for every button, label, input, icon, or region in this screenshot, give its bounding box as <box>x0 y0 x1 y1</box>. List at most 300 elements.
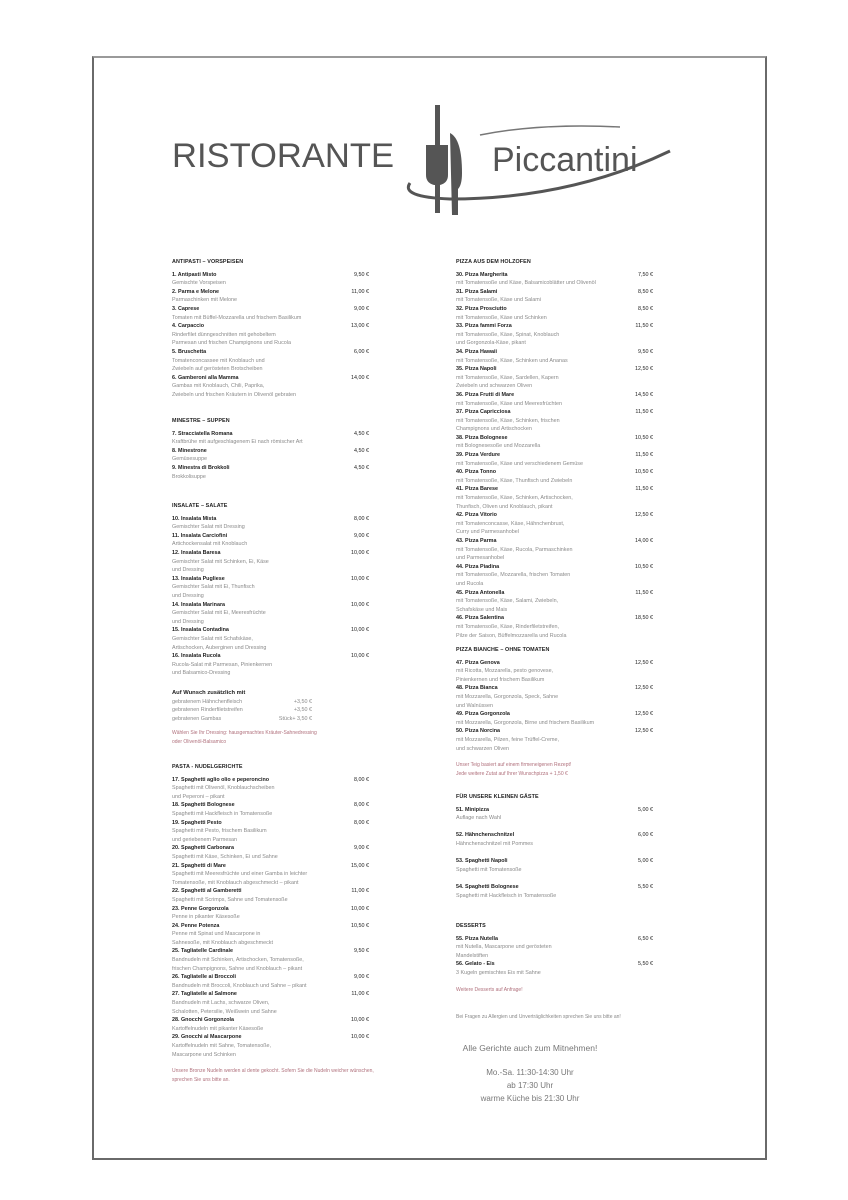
menu-item-row <box>172 464 377 473</box>
menu-item-row <box>456 857 661 866</box>
menu-item-row <box>456 563 661 572</box>
menu-item-row <box>172 1033 377 1042</box>
item-name: 25. Tagliatelle Cardinale <box>172 948 234 955</box>
item-price: 9,00 € <box>354 845 369 852</box>
item-price: 4,50 € <box>354 430 369 437</box>
item-description: Kartoffelnudeln mit Sahne, Tomatensoße, <box>172 1043 271 1049</box>
item-price: 8,00 € <box>354 776 369 783</box>
menu-item <box>172 801 377 818</box>
item-name: 33. Pizza fammi Forza <box>456 323 512 330</box>
item-description: Gemischter Salat mit Ei, Thunfisch <box>172 584 255 591</box>
menu-item <box>172 1016 377 1033</box>
takeaway-note: Alle Gerichte auch zum Mitnehmen! <box>462 1043 598 1053</box>
menu-item-row <box>172 447 377 456</box>
item-price: 10,50 € <box>351 922 369 929</box>
menu-item <box>172 348 377 374</box>
menu-item-row <box>172 652 377 661</box>
menu-item <box>172 288 377 305</box>
item-description: Spaghetti mit Olivenöl, Knoblauchscheiben <box>172 785 275 792</box>
menu-item-row <box>172 271 377 280</box>
item-name: 28. Gnocchi Gorgonzola <box>172 1017 235 1024</box>
menu-item-row <box>456 468 661 477</box>
item-description: Rinderfilet dünngeschnitten mit gehobeltem <box>172 331 276 338</box>
item-name: 31. Pizza Salami <box>456 288 498 295</box>
item-name: 16. Insalata Rucola <box>172 653 221 660</box>
item-name: 38. Pizza Bolognese <box>456 434 508 441</box>
extra-option <box>172 706 312 715</box>
menu-item <box>456 684 661 710</box>
item-description: Curry und Parmesanhobel <box>456 529 519 536</box>
section-title: MINESTRE – SUPPEN <box>172 418 230 424</box>
menu-item <box>456 451 661 468</box>
menu-item <box>172 532 377 549</box>
item-name: 34. Pizza Hawaii <box>456 348 498 355</box>
item-price: 8,00 € <box>354 819 369 826</box>
item-description: Gemischter Salat mit Ei, Meeresfrüchte <box>172 610 266 617</box>
item-description: mit Mozzarella, Gorgonzola, Birne und frischem Basilikum <box>456 719 595 726</box>
item-name: 2. Parma e Melone <box>172 288 220 295</box>
menu-item <box>456 659 661 685</box>
menu-item <box>456 883 661 900</box>
item-name: 45. Pizza Antonella <box>456 589 505 596</box>
item-name: 24. Penne Potenza <box>172 922 220 929</box>
item-description: mit Tomatensoße, Käse, Schinken, frischen <box>456 417 560 424</box>
extra-price: Stück+ 3,50 € <box>278 715 312 722</box>
item-description: Spaghetti mit Scrimps, Sahne und Tomatensoße <box>172 896 288 903</box>
item-description: Spaghetti mit Meeresfrüchte und einer Gamba in leichter <box>172 871 308 878</box>
item-name: 18. Spaghetti Bolognese <box>172 802 235 809</box>
item-description: Mandelstiften <box>456 952 489 959</box>
menu-item-row <box>456 659 661 668</box>
logo-swoosh-thin <box>480 126 620 135</box>
item-description: und geriebenem Parmesan <box>172 836 238 843</box>
item-description: Pilze der Saison, Büffelmozzarella und Rucola <box>456 632 567 639</box>
item-name: 37. Pizza Capricciosa <box>456 409 511 416</box>
menu-item-row <box>172 305 377 314</box>
item-description: und Gorgonzola-Käse, pikant <box>456 340 526 347</box>
item-name: 5. Bruschetta <box>172 348 207 355</box>
item-description: Gambas mit Knoblauch, Chili, Paprika, <box>172 383 265 390</box>
item-name: 4. Carpaccio <box>172 323 205 330</box>
section-title: PASTA - NUDELGERICHTE <box>172 764 243 770</box>
item-name: 19. Spaghetti Pesto <box>172 819 222 826</box>
menu-item-row <box>172 801 377 810</box>
menu-item <box>456 408 661 434</box>
menu-item-row <box>456 451 661 460</box>
item-description: und Dressing <box>172 592 204 599</box>
item-description: mit Nutella, Mascarpone und gerösteten <box>456 944 552 951</box>
item-name: 21. Spaghetti di Mare <box>172 862 226 869</box>
item-price: 10,00 € <box>351 575 369 582</box>
item-description: Champignons und Artischocken <box>456 426 532 433</box>
item-price: 9,50 € <box>354 948 369 955</box>
item-price: 13,00 € <box>351 323 369 330</box>
item-description: Bandnudeln mit Lachs, schwarze Oliven, <box>172 1000 270 1007</box>
item-name: 3. Caprese <box>172 305 200 312</box>
note-line: Weitere Desserts auf Anfrage! <box>456 986 523 993</box>
item-description: Artischocken, Auberginen und Dressing <box>172 644 267 651</box>
menu-item <box>172 626 377 652</box>
allergy-note: Bei Fragen zu Allergien und Unverträglichkeiten sprechen Sie uns bitte an! <box>456 1014 621 1020</box>
menu-item-row <box>172 947 377 956</box>
item-description: mit Tomatensoße, Käse, Salami, Zwiebeln, <box>456 598 559 605</box>
item-description: Spaghetti mit Pesto, frischem Basilikum <box>172 828 267 835</box>
item-name: 12. Insalata Baresa <box>172 549 221 556</box>
item-description: Gemüsesuppe <box>172 456 208 463</box>
item-price: 10,00 € <box>351 905 369 912</box>
item-name: 11. Insalata Carciofini <box>172 532 228 539</box>
item-description: mit Tomatensoße, Käse, Schinken, Artischocken, <box>456 495 573 502</box>
menu-item <box>456 563 661 589</box>
menu-item-row <box>172 626 377 635</box>
item-description: mit Mozzarella, Gorgonzola, Speck, Sahne <box>456 693 559 700</box>
menu-item <box>456 710 661 727</box>
item-price: 4,50 € <box>354 464 369 471</box>
menu-item <box>172 922 377 948</box>
item-description: mit Tomatensoße, Käse und Salami <box>456 297 541 304</box>
item-price: 12,50 € <box>635 659 653 666</box>
item-price: 15,00 € <box>351 862 369 869</box>
menu-item <box>456 391 661 408</box>
item-description: Gemischter Salat mit Dressing <box>172 524 245 531</box>
item-price: 10,50 € <box>635 434 653 441</box>
note-line: sprechen Sie uns bitte an. <box>172 1076 230 1083</box>
section-note <box>456 986 661 995</box>
menu-item-row <box>456 288 661 297</box>
menu-item <box>456 365 661 391</box>
item-name: 10. Insalata Mista <box>172 515 217 522</box>
note-line: Unser Teig basiert auf einem firmeneigenen Rezept! <box>456 762 572 769</box>
section-title: FÜR UNSERE KLEINEN GÄSTE <box>456 794 539 800</box>
menu-item <box>172 844 377 861</box>
extra-label: gebratenen Rinderfiletstreifen <box>172 707 243 714</box>
section-kinder <box>456 793 661 909</box>
item-description: Kraftbrühe mit aufgeschlagenem Ei nach römischer Art <box>172 439 303 446</box>
item-description: und Parmesanhobel <box>456 555 505 562</box>
item-name: 7. Stracciatella Romana <box>172 430 233 437</box>
section-title: ANTIPASTI – VORSPEISEN <box>172 259 244 265</box>
menu-item-row <box>172 575 377 584</box>
item-description: Bandnudeln mit Schinken, Artischocken, Tomatensoße, <box>172 957 304 964</box>
extra-price: +3,50 € <box>293 707 312 714</box>
extra-label: gebratenen Gambas <box>172 715 222 722</box>
item-description: Schalotten, Petersilie, Weißwein und Sahne <box>172 1008 277 1015</box>
hours-line: warme Küche bis 21:30 Uhr <box>480 1094 580 1103</box>
menu-item <box>456 271 661 288</box>
item-name: 26. Tagliatelle ai Broccoli <box>172 974 237 981</box>
item-description: Hähnchenschnitzel mit Pommes <box>456 840 533 847</box>
note-line: Wählen Sie Ihr Dressing: hausgemachtes Kräuter-Sahnedressing <box>172 730 317 737</box>
menu-item-row <box>172 288 377 297</box>
item-description: frischen Champignons, Sahne und Knoblauch – pikant <box>172 965 303 972</box>
menu-item-row <box>172 374 377 383</box>
item-price: 11,50 € <box>635 452 653 459</box>
note-line: Jede weitere Zutat auf Ihrer Wunschpizza + 1,50 € <box>456 770 568 777</box>
extras-title: Auf Wunsch zusätzlich mit <box>172 690 246 696</box>
menu-item <box>456 960 661 977</box>
restaurant-logo <box>160 95 680 220</box>
item-description: Schafskäse und Mais <box>456 606 508 613</box>
menu-item <box>456 485 661 511</box>
section-pizza <box>456 258 661 640</box>
menu-item-row <box>456 960 661 969</box>
item-description: und Walnüssen <box>456 702 493 709</box>
item-price: 14,00 € <box>351 374 369 381</box>
menu-item <box>456 434 661 451</box>
item-price: 6,00 € <box>638 832 653 839</box>
item-price: 8,50 € <box>638 305 653 312</box>
item-description: Penne mit Spinat und Mascarpone in <box>172 931 261 938</box>
menu-item <box>172 575 377 601</box>
section-bianche <box>456 646 661 778</box>
section-pasta <box>172 763 377 1084</box>
item-price: 10,00 € <box>351 653 369 660</box>
menu-item <box>172 374 377 400</box>
item-description: und Balsamico-Dressing <box>172 670 231 677</box>
item-name: 42. Pizza Vitorio <box>456 512 497 519</box>
item-price: 10,00 € <box>351 1034 369 1041</box>
section-antipasti <box>172 258 377 400</box>
menu-item-row <box>172 549 377 558</box>
item-description: und Rucola <box>456 580 484 587</box>
item-name: 36. Pizza Frutti di Mare <box>456 391 515 398</box>
item-price: 11,50 € <box>635 486 653 493</box>
menu-item <box>172 776 377 802</box>
item-description: Gemischter Salat mit Schinken, Ei, Käse <box>172 558 269 565</box>
item-price: 11,50 € <box>635 589 653 596</box>
item-name: 23. Penne Gorgonzola <box>172 905 229 912</box>
item-name: 50. Pizza Norcina <box>456 728 501 735</box>
item-price: 10,00 € <box>351 627 369 634</box>
menu-item-row <box>172 905 377 914</box>
menu-item-row <box>456 348 661 357</box>
menu-item <box>456 614 661 640</box>
item-name: 56. Gelato - Eis <box>456 961 495 968</box>
menu-item-row <box>456 684 661 693</box>
item-price: 9,50 € <box>354 271 369 278</box>
menu-item <box>456 288 661 305</box>
menu-item <box>456 511 661 537</box>
menu-item-row <box>172 990 377 999</box>
item-description: Kartoffelnudeln mit pikanter Käsesoße <box>172 1025 264 1032</box>
item-description: Tomatensoße, mit Knoblauch abgeschmeckt – pikant <box>172 879 299 886</box>
item-description: und Dressing <box>172 567 204 574</box>
item-price: 8,00 € <box>354 515 369 522</box>
item-price: 5,00 € <box>638 806 653 813</box>
menu-item-row <box>172 532 377 541</box>
menu-item <box>456 468 661 485</box>
item-name: 47. Pizza Genova <box>456 659 500 666</box>
item-price: 14,50 € <box>635 391 653 398</box>
menu-item <box>172 862 377 888</box>
menu-item-row <box>172 1016 377 1025</box>
item-description: Penne in pikanter Käsesoße <box>172 914 240 921</box>
hours-line: ab 17:30 Uhr <box>506 1081 554 1090</box>
item-price: 5,50 € <box>638 883 653 890</box>
menu-item-row <box>172 862 377 871</box>
item-description: Rucola-Salat mit Parmesan, Pinienkernen <box>172 661 273 668</box>
item-name: 55. Pizza Nutella <box>456 935 498 942</box>
menu-item <box>172 305 377 322</box>
item-name: 51. Minipizza <box>456 806 489 813</box>
menu-item-row <box>456 883 661 892</box>
item-description: Gemischter Salat mit Schafskäse, <box>172 635 253 642</box>
menu-item-row <box>456 710 661 719</box>
item-name: 9. Minestra di Brokkoli <box>172 464 230 471</box>
menu-item-row <box>172 776 377 785</box>
menu-item-row <box>172 601 377 610</box>
menu-item-row <box>172 515 377 524</box>
item-description: Spaghetti mit Tomatensoße <box>456 866 522 873</box>
item-price: 9,00 € <box>354 305 369 312</box>
item-price: 8,50 € <box>638 288 653 295</box>
item-price: 12,50 € <box>635 711 653 718</box>
section-minestre <box>172 417 377 481</box>
logo-text-piccantini: Piccantini <box>492 141 638 179</box>
item-description: mit Tomatensoße, Käse, Thunfisch und Zwiebeln <box>456 477 573 484</box>
menu-item <box>172 887 377 904</box>
menu-item <box>456 537 661 563</box>
item-description: Tomaten mit Büffel-Mozzarella und frischem Basilikum <box>172 314 302 321</box>
section-title: PIZZA BIANCHE – OHNE TOMATEN <box>456 647 550 653</box>
item-description: 3 Kugeln gemischtes Eis mit Sahne <box>456 969 541 976</box>
menu-item <box>172 905 377 922</box>
section-title: PIZZA AUS DEM HOLZOFEN <box>456 259 531 265</box>
menu-item-row <box>456 305 661 314</box>
item-name: 8. Minestrone <box>172 447 207 454</box>
item-price: 9,00 € <box>354 974 369 981</box>
item-description: und schwarzen Oliven <box>456 745 510 752</box>
item-description: mit Tomatensoße, Käse, Rinderfiletstreifen, <box>456 623 559 630</box>
menu-item <box>456 727 661 753</box>
menu-item <box>456 305 661 322</box>
menu-item-row <box>456 408 661 417</box>
menu-item <box>172 947 377 973</box>
item-description: Zwiebeln und frischen Kräutern in Olivenöl gebraten <box>172 391 297 398</box>
section-note <box>172 1067 377 1084</box>
item-price: 9,50 € <box>638 348 653 355</box>
item-name: 40. Pizza Tonno <box>456 469 497 476</box>
item-name: 22. Spaghetti al Gamberetti <box>172 888 242 895</box>
item-price: 4,50 € <box>354 447 369 454</box>
item-description: mit Tomatensoße, Käse und Meeresfrüchten <box>456 400 562 407</box>
menu-item <box>172 515 377 532</box>
item-description: mit Tomatenconcasse, Käse, Hähnchenbrust, <box>456 520 565 527</box>
menu-item-row <box>456 831 661 840</box>
item-description: mit Tomatensoße, Mozzarella, frischen Tomaten <box>456 572 571 579</box>
extra-option <box>172 715 312 724</box>
item-price: 18,50 € <box>635 615 653 622</box>
item-price: 11,00 € <box>351 888 369 895</box>
item-description: mit Tomatensoße, Käse und Schinken <box>456 314 547 321</box>
item-description: Parmaschinken mit Melone <box>172 297 238 304</box>
item-price: 5,50 € <box>638 961 653 968</box>
item-description: Bandnudeln mit Broccoli, Knoblauch und Sahne – pikant <box>172 982 307 989</box>
item-description: Pinienkernen und frischem Basilikum <box>456 676 545 683</box>
menu-item-row <box>456 806 661 815</box>
item-price: 10,50 € <box>635 469 653 476</box>
item-description: mit Mozzarella, Pilzen, feine Trüffel-Creme, <box>456 736 559 743</box>
item-description: Mascarpone und Schinken <box>172 1051 236 1058</box>
section-extras <box>172 689 377 747</box>
menu-item <box>172 271 377 288</box>
extras-rows <box>172 698 377 724</box>
menu-item <box>172 990 377 1016</box>
menu-item <box>172 322 377 348</box>
item-price: 7,50 € <box>638 271 653 278</box>
menu-item <box>456 348 661 365</box>
menu-item <box>456 935 661 961</box>
item-description: mit Tomatensoße und Käse, Balsamicoblätter und Olivenöl <box>456 280 596 287</box>
hours-line: Mo.-Sa. 11:30-14:30 Uhr <box>486 1068 574 1077</box>
menu-item <box>172 430 377 447</box>
item-price: 12,50 € <box>635 512 653 519</box>
menu-item-row <box>172 348 377 357</box>
menu-item <box>172 601 377 627</box>
item-name: 41. Pizza Barese <box>456 486 498 493</box>
item-name: 27. Tagliatelle al Salmone <box>172 991 237 998</box>
menu-item-row <box>456 271 661 280</box>
section-title: DESSERTS <box>456 923 486 929</box>
item-price: 11,50 € <box>635 323 653 330</box>
menu-item-row <box>172 322 377 331</box>
menu-item <box>172 973 377 990</box>
item-name: 53. Spaghetti Napoli <box>456 858 508 865</box>
item-description: Brokkolisuppe <box>172 473 206 480</box>
menu-item-row <box>456 727 661 736</box>
item-name: 39. Pizza Verdure <box>456 452 501 459</box>
item-price: 11,00 € <box>351 991 369 998</box>
item-name: 48. Pizza Bianca <box>456 685 498 692</box>
menu-item <box>172 819 377 845</box>
item-description: mit Tomatensoße, Käse und verschiedenem Gemüse <box>456 460 583 467</box>
menu-item <box>172 447 377 464</box>
item-price: 12,50 € <box>635 685 653 692</box>
menu-item-row <box>172 844 377 853</box>
menu-item <box>456 831 661 848</box>
item-price: 10,00 € <box>351 549 369 556</box>
menu-item-row <box>172 922 377 931</box>
item-description: Artichockensalat mit Knoblauch <box>172 541 248 548</box>
item-price: 12,50 € <box>635 366 653 373</box>
item-price: 12,50 € <box>635 728 653 735</box>
extra-option <box>172 698 312 707</box>
item-description: mit Tomatensoße, Käse, Schinken und Ananas <box>456 357 568 364</box>
menu-item-row <box>456 614 661 623</box>
item-name: 29. Gnocchi al Mascarpone <box>172 1034 242 1041</box>
item-name: 30. Pizza Margherita <box>456 271 508 278</box>
item-price: 6,00 € <box>354 348 369 355</box>
item-description: und Dressing <box>172 618 204 625</box>
item-description: Spaghetti mit Hackfleisch in Tomatensoße <box>456 892 557 899</box>
item-price: 8,00 € <box>354 802 369 809</box>
extra-label: gebratenem Hähnchenfleisch <box>172 698 243 705</box>
logo-text-ristorante: RISTORANTE <box>172 137 394 175</box>
item-name: 43. Pizza Parma <box>456 538 497 544</box>
item-description: Zwiebeln und schwarzen Oliven <box>456 383 533 390</box>
item-description: und Peperoni – pikant <box>172 793 225 800</box>
item-description: Auflage nach Wahl <box>456 815 502 822</box>
menu-item-row <box>172 819 377 828</box>
item-name: 13. Insalata Pugliese <box>172 575 225 582</box>
item-description: Thunfisch, Oliven und Knoblauch, pikant <box>456 503 553 510</box>
item-price: 10,00 € <box>351 601 369 608</box>
menu-item-row <box>456 391 661 400</box>
item-name: 54. Spaghetti Bolognese <box>456 883 519 890</box>
item-description: mit Ricotta, Mozzarella, pesto genovese, <box>456 668 554 675</box>
menu-item-row <box>456 511 661 520</box>
section-desserts <box>456 922 661 994</box>
